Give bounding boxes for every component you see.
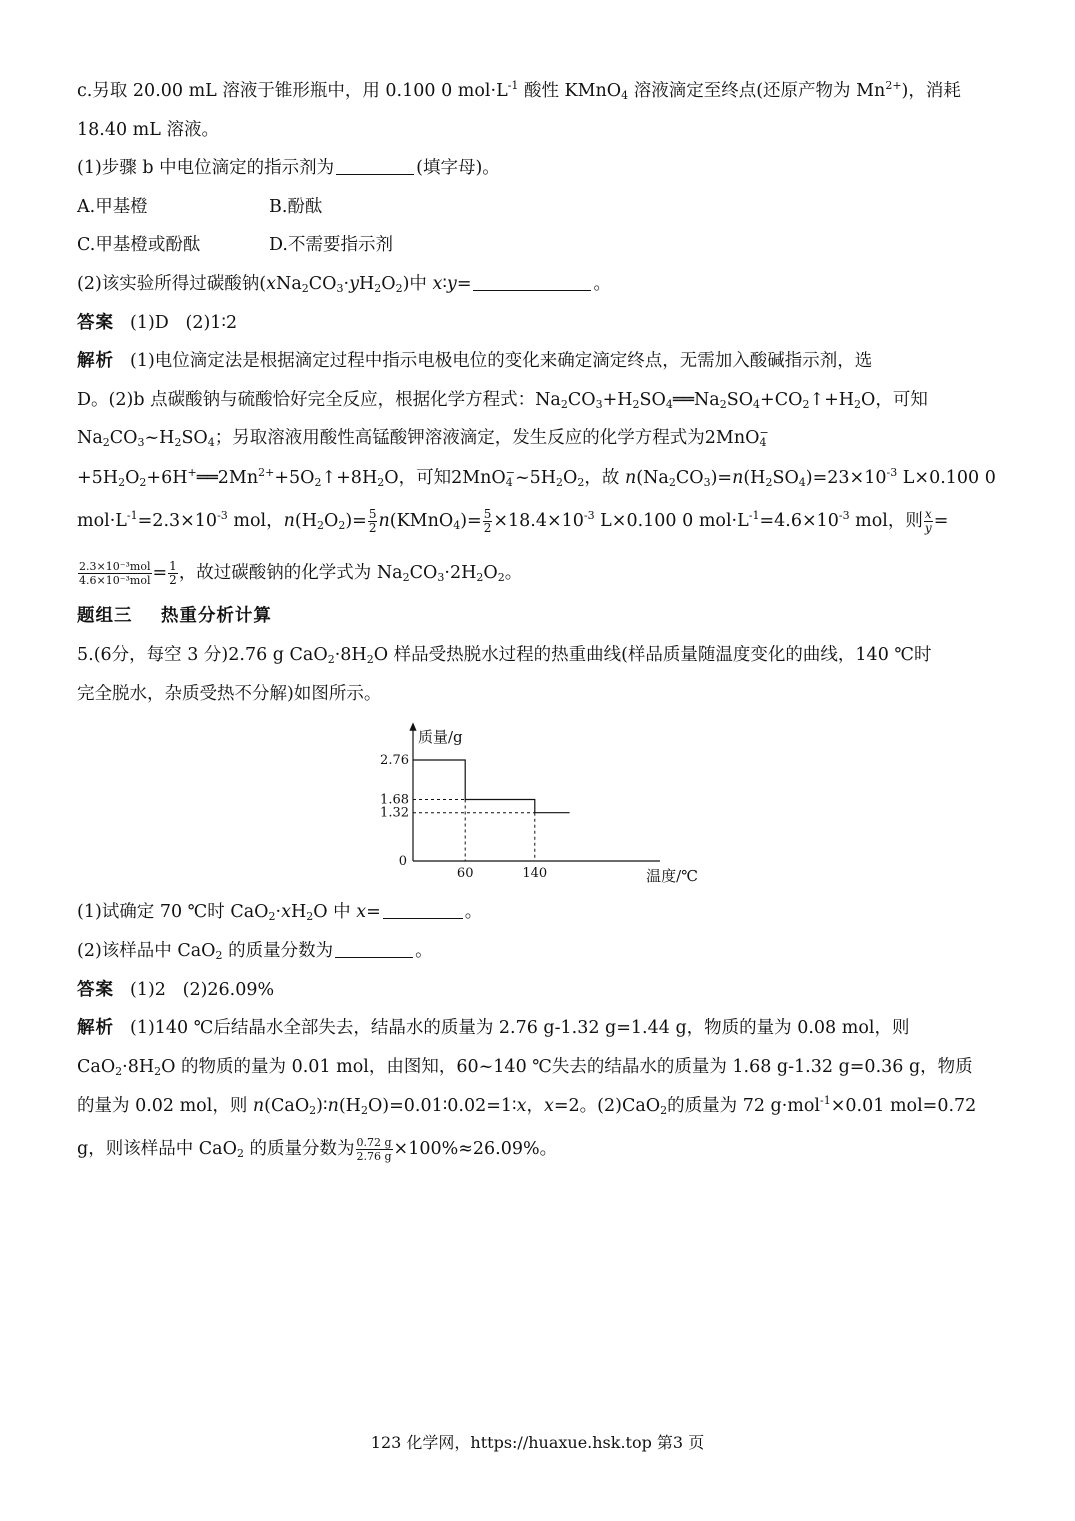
answer-blank [473, 274, 591, 291]
x-tick-label: 60 [456, 866, 474, 881]
problem-5: 5.(6分，每空 3 分)2.76 g $CaO_2\cdot 8H_2O$ 样品受热脱水过程的热重曲线(样品质量随温度变化的曲线，140 ℃时 [77, 645, 932, 666]
analysis-label: 解析 [77, 351, 114, 371]
question-2: (2)该实验所得过碳酸钠$(xNa_2CO_3\cdot yH_2O_2)$中 x∶y= 。 [77, 274, 611, 295]
analysis-text: (1)140 ℃后结晶水全部失去，结晶水的质量为 2.76 g-1.32 g=1.44 g，物质的量为 0.08 mol，则 [130, 1018, 910, 1038]
analysis-line: D。(2)b 点碳酸钠与硫酸恰好完全反应，根据化学方程式：$Na_2CO_3+H_2SO_4══Na_2SO_4+CO_2↑+H_2O$，可知 [77, 390, 928, 411]
x-axis-label: 温度/℃ [646, 867, 698, 885]
fraction-numerator: 5 [368, 507, 377, 521]
fraction-numerator: 5 [483, 507, 492, 521]
analysis-line: $CaO_2\cdot 8H_2O$ 的物质的量为 0.01 mol，由图知，60~140 ℃失去的结晶水的质量为 1.68 g-1.32 g=0.36 g，物质 [77, 1057, 973, 1078]
fraction [356, 1136, 393, 1163]
question-1-end: (填字母)。 [416, 158, 500, 178]
option-d: D.不需要指示剂 [269, 235, 393, 255]
option-b: B.酚酞 [269, 197, 323, 217]
answer-blank [336, 158, 414, 175]
answer-line [77, 978, 274, 1002]
question-5-1: (1)试确定 70 ℃时 $CaO_2\cdot xH_2O$ 中 x= 。 [77, 902, 483, 923]
analysis-line: $+5H_2O_2+6H^+══2Mn^{2+}+5O_2↑+8H_2O$，可知$2MnO_4^-\sim 5H_2O_2$，故 $n(Na_2CO_3)=n(H_2SO_4)=23\times 10^{-3}$ L×0.100 0 [77, 466, 996, 489]
fraction-denominator: 2.76 g [356, 1150, 392, 1163]
option-a: A.甲基橙 [77, 197, 148, 217]
fraction-denominator: 4.6×10⁻³mol [79, 574, 151, 587]
section-heading: 题组三 热重分析计算 [77, 606, 272, 626]
fraction-numerator: 0.72 g [356, 1136, 392, 1149]
answer-label: 答案 [77, 980, 114, 1000]
thermogravimetric-chart [370, 718, 710, 893]
y-tick-label: 2.76 [380, 752, 409, 768]
fraction [483, 508, 493, 535]
analysis-text: ×100%≈26.09%。 [393, 1139, 558, 1159]
q2-end: 。 [593, 274, 611, 294]
analysis-label: 解析 [77, 1018, 114, 1038]
q51-end: 。 [464, 902, 483, 922]
q2-start: (2)该实验所得过碳酸钠( [77, 274, 267, 294]
fraction [924, 508, 933, 535]
text-line: 18.40 mL 溶液。 [77, 120, 219, 140]
analysis-text: (1)电位滴定法是根据滴定过程中指示电极电位的变化来确定滴定终点，无需加入酸碱指示剂，选 [130, 351, 873, 371]
analysis-line: $\frac{\text{2.3×10⁻³mol}}{\text{4.6×10⁻³mol}}$ = $\frac{1}{2}$ ，故过碳酸钠的化学式为 $Na_2CO_3\cdot 2H_2O_2$。 [79, 559, 523, 587]
fraction [78, 560, 152, 587]
fraction [368, 508, 378, 535]
fraction-denominator: y [924, 521, 932, 535]
fraction-numerator: 1 [169, 559, 177, 573]
option-row [77, 195, 322, 219]
y-axis-label: 质量/g [418, 728, 463, 746]
fraction-denominator: 2 [483, 521, 492, 535]
fraction [168, 560, 178, 587]
analysis-line: 的量为 0.02 mol，则 $n(CaO_2)∶n(H_2O)=0.01∶0.02=1∶x$，x=2。(2)CaO$_2$的质量为 72 g·mol$^{-1}$×0.01 mol=0.72 [77, 1094, 977, 1117]
question-5-2: (2)该样品中 CaO$_2$ 的质量分数为 。 [77, 941, 433, 962]
origin-label: 0 [398, 854, 407, 869]
answer-label: 答案 [77, 313, 114, 333]
option-row [77, 233, 393, 257]
q52-end: 。 [415, 941, 433, 961]
text-line: c.另取 20.00 mL 溶液于锥形瓶中，用 0.100 0 $mol\cdot L^{-1}$ 酸性 KMnO$_4$ 溶液滴定至终点(还原产物为 $Mn^{2+}$)，消耗 [77, 79, 961, 102]
answer-line [77, 311, 237, 335]
answer-text: (1)D (2)1∶2 [130, 313, 238, 333]
answer-blank [383, 902, 463, 919]
y-tick-label: 1.32 [380, 805, 409, 821]
mass-curve [413, 760, 570, 813]
answer-blank [335, 941, 413, 958]
y-tick-label: 1.68 [380, 792, 409, 808]
fraction-numerator: 2.3×10⁻³mol [79, 560, 151, 573]
problem-5-cont: 完全脱水，杂质受热不分解)如图所示。 [77, 684, 382, 704]
fraction-numerator: x [924, 507, 932, 521]
equals-sign: = [152, 563, 168, 583]
question-1-text: (1)步骤 b 中电位滴定的指示剂为 [77, 158, 335, 178]
analysis-line [77, 349, 872, 373]
answer-text: (1)2 (2)26.09% [130, 980, 275, 1000]
analysis-line: $Na_2CO_3\sim H_2SO_4$；另取溶液用酸性高锰酸钾溶液滴定，发生反应的化学方程式为2MnO$_4$− [77, 426, 769, 449]
page-footer: 123 化学网，https://huaxue.hsk.top 第3 页 [370, 1433, 705, 1452]
analysis-line: g，则该样品中 CaO$_2$ 的质量分数为 $\frac{0.72 g}{2.76 g}$ ×100%≈26.09%。 [77, 1136, 558, 1163]
option-c: C.甲基橙或酚酞 [77, 235, 201, 255]
x-tick-label: 140 [522, 866, 548, 881]
fraction-denominator: 2 [368, 521, 377, 535]
analysis-line [77, 1016, 909, 1040]
question-1 [77, 156, 500, 180]
fraction-denominator: 2 [169, 573, 177, 587]
analysis-line: $mol\cdot L^{-1}=2.3\times 10^{-3}$ mol，$n(H_2O_2)=$ $\frac{5}{2}$ n(KMnO$_4$)= $\frac{5}{2}$ $\times 18.4\times 10^{-3}$ L×0.100 0 $mol\cdot L^{-1}=4.6\times 10^{-3}$ mol，则 $\frac{x}{y}$ = [77, 507, 949, 535]
